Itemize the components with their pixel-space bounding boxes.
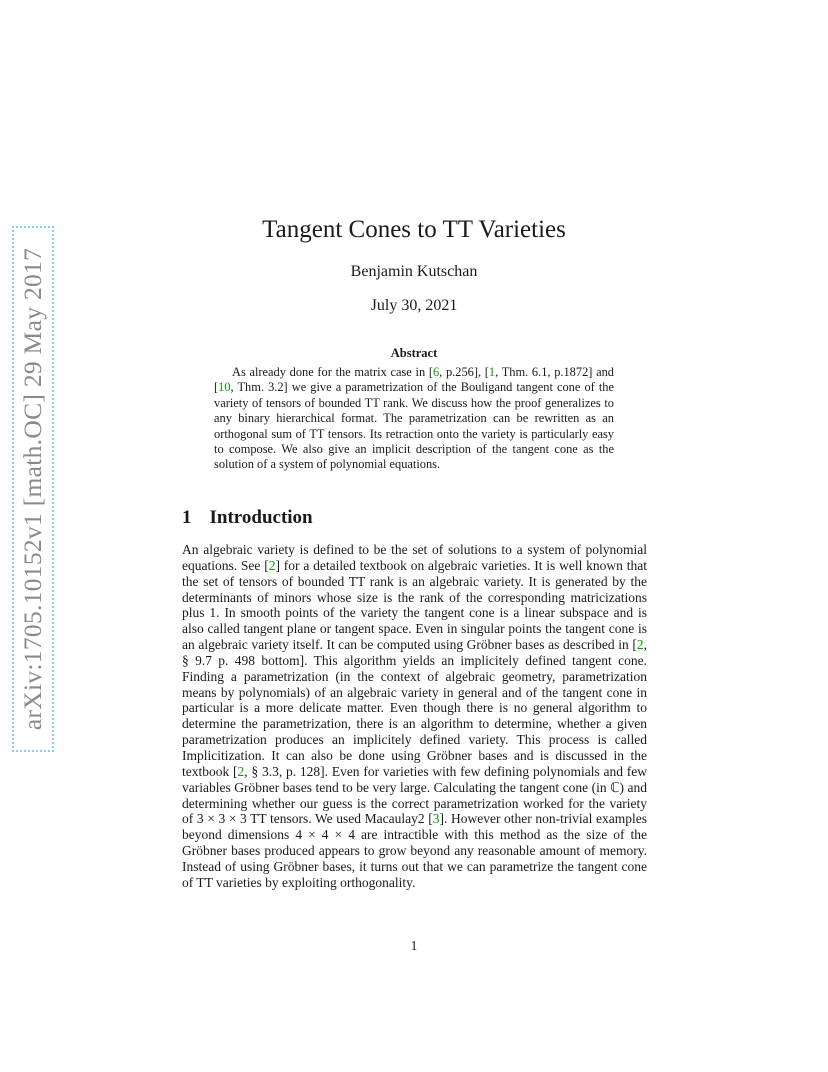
abstract-text-part: , p.256], [ <box>439 365 489 379</box>
body-text-part: An algebraic variety is defined to be the set of solutions to a system of polynomial equations. See [ <box>182 542 647 573</box>
citation-link[interactable]: 1 <box>488 365 496 379</box>
body-text-part: , § 3.3, p. 128]. Even for varieties with few defining polynomials and few variables Gröbner bases tend to be very large. Calculating the tangent cone (in ℂ) and determining whether our guess is the correct parametrization worked for the variety of 3 × 3 × 3 TT tensors. We used Macaulay2 [ <box>182 763 647 827</box>
section-number: 1 <box>182 507 192 528</box>
abstract-heading: Abstract <box>390 346 438 360</box>
citation-link[interactable]: 3 <box>432 811 440 827</box>
citation-link[interactable]: 6 <box>432 365 440 379</box>
paper-date: July 30, 2021 <box>370 297 458 314</box>
citation-link[interactable]: 2 <box>636 637 644 653</box>
paper-title: Tangent Cones to TT Varieties <box>262 216 566 243</box>
section-heading <box>182 507 313 529</box>
citation-link[interactable]: 2 <box>237 763 245 779</box>
abstract-text-part: , Thm. 6.1, p.1872] and [ <box>214 365 614 395</box>
page-number: 1 <box>410 938 418 953</box>
section-title: Introduction <box>209 507 313 528</box>
citation-link[interactable]: 2 <box>268 557 276 573</box>
abstract-text <box>214 365 614 473</box>
author-name: Benjamin Kutschan <box>350 263 478 280</box>
body-paragraph <box>182 542 647 891</box>
arxiv-stamp-text: arXiv:1705.10152v1 [math.OC] 29 May 2017 <box>18 247 47 731</box>
citation-link[interactable]: 10 <box>218 380 231 395</box>
body-text-part: , § 9.7 p. 498 bottom]. This algorithm yields an implicitely defined tangent cone. Finding a parametrization (in the context of algebraic geometry, parametrization means by polynomials) of an algebraic variety in general and of the tangent cone in particular is a more delicate matter. Even though there is no general algorithm to determine the parametrization, there is an algorithm to determine, whether a given parametrization produces an implicitely defined variety. This process is called Implicitization. It can also be done using Gröbner bases and is discussed in the textbook [ <box>182 637 647 779</box>
body-text-part: ] for a detailed textbook on algebraic varieties. It is well known that the set of tensors of bounded TT rank is an algebraic variety. It is generated by the determinants of minors whose size is the rank of the corresponding matricizations plus 1. In smooth points of the variety the tangent cone is a linear subspace and is also called tangent plane or tangent space. Even in singular points the tangent cone is an algebraic variety itself. It can be computed using Gröbner bases as described in [ <box>182 557 647 653</box>
body-text-part: ]. However other non-trivial examples beyond dimensions 4 × 4 × 4 are intractible with this method as the size of the Gröbner bases produced appears to grow beyond any reasonable amount of memory. Instead of using Gröbner bases, it turns out that we can parametrize the tangent cone of TT varieties by exploiting orthogonality. <box>182 811 647 890</box>
abstract-text-part: As already done for the matrix case in [ <box>232 365 433 379</box>
abstract-text-part: , Thm. 3.2] we give a parametrization of the Bouligand tangent cone of the variety of tensors of bounded TT rank. We discuss how the proof generalizes to any binary hierarchical format. The parametrization can be rewritten as an orthogonal sum of TT tensors. Its retraction onto the variety is particularly easy to compose. We also give an implicit description of the tangent cone as the solution of a system of polynomial equations. <box>214 380 614 472</box>
